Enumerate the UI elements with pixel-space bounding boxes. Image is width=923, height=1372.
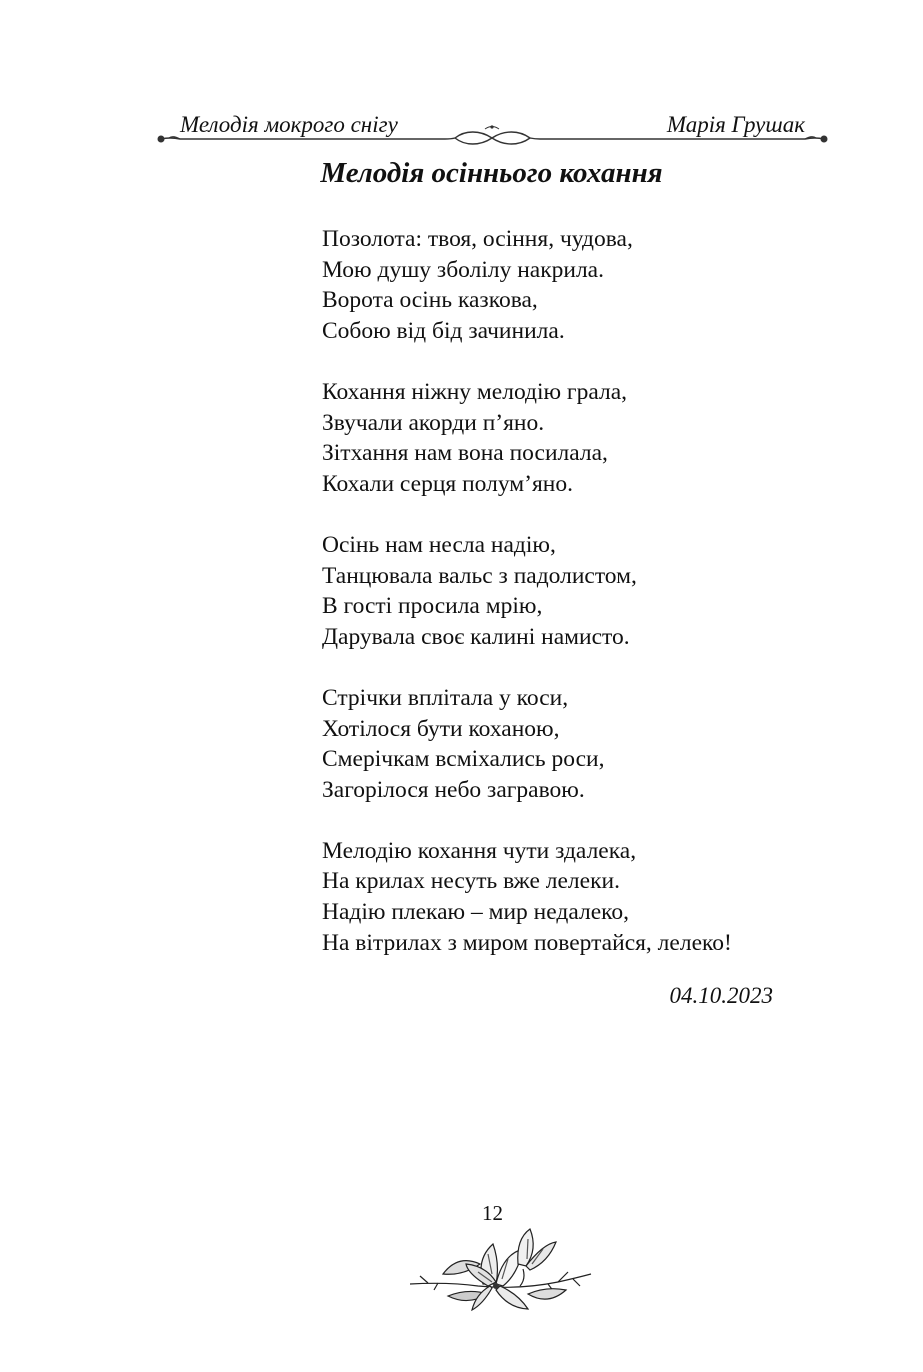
- stanza: [322, 530, 842, 652]
- poem-line: Звучали акорди п’яно.: [322, 409, 545, 436]
- poem-line: Кохання ніжну мелодію грала,: [322, 378, 627, 405]
- poem-title: Мелодія осіннього кохання: [320, 157, 663, 189]
- poem-line: Зітхання нам вона посилала,: [322, 440, 608, 467]
- running-header: [155, 108, 830, 148]
- poem-line: Загорілося небо загравою.: [322, 776, 585, 803]
- header-book-title: Мелодія мокрого снігу: [180, 112, 398, 137]
- poem-line: На вітрилах з миром повертайся, лелеко!: [322, 929, 732, 956]
- poem-line: Мелодію кохання чути здалека,: [322, 837, 637, 864]
- poem-line: Дарувала своє калині намисто.: [322, 623, 630, 650]
- header-author: Марія Грушак: [666, 112, 805, 137]
- stanza: [322, 836, 842, 958]
- poem-line: Кохали серця полум’яно.: [322, 470, 573, 497]
- poem-line: Танцювала вальс з падолистом,: [322, 562, 637, 589]
- poem-date: 04.10.2023: [669, 983, 773, 1008]
- poem-line: Ворота осінь казкова,: [322, 287, 538, 314]
- poem-line: Хотілося бути коханою,: [322, 715, 560, 742]
- poem-line: Позолота: твоя, осіння, чудова,: [322, 226, 633, 252]
- poem-line: Надію плекаю – мир недалеко,: [322, 899, 629, 926]
- magnolia-branch-icon: [408, 1224, 593, 1316]
- stanza: [322, 377, 842, 499]
- poem-line: Мою душу зболілу накрила.: [322, 256, 604, 283]
- poem-line: Осінь нам несла надію,: [322, 531, 556, 558]
- poem-line: В гості просила мрію,: [322, 593, 543, 620]
- page-number: 12: [482, 1201, 503, 1225]
- poem-line: Собою від бід зачинила.: [322, 317, 565, 344]
- poem-line: Стрічки вплітала у коси,: [322, 684, 569, 711]
- poem-line: На крилах несуть вже лелеки.: [322, 868, 620, 895]
- poem-body: [322, 224, 842, 989]
- poem-line: Смерічкам всміхались роси,: [322, 746, 605, 773]
- stanza: [322, 224, 842, 346]
- stanza: [322, 683, 842, 805]
